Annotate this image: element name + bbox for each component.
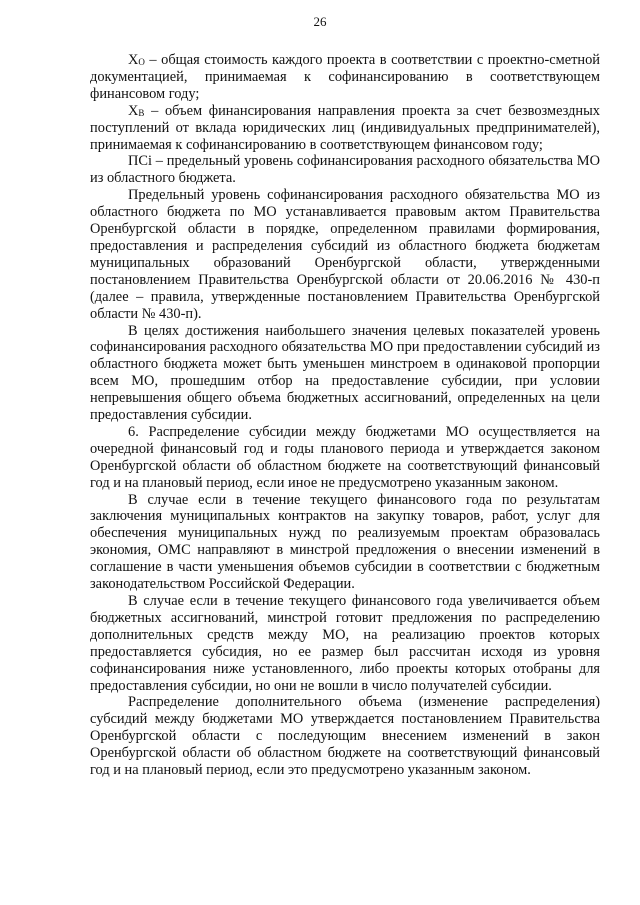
- symbol-x: X: [128, 102, 139, 119]
- paragraph-savings: В случае если в течение текущего финансового года по результатам заключения муниципальных контрактов на закупку товаров, работ, услуг для обеспечения муниципальных нужд по реализуемым проектам образовалась экономия, ОМС направляют в минстрой предложения о внесении изменений в соглашение в части уменьшения объемов субсидии в соответствии с бюджетным законодательством Российской Федерации.: [90, 491, 600, 593]
- symbol-subscript: B: [138, 107, 145, 118]
- paragraph-item-6: 6. Распределение субсидии между бюджетами МО осуществляется на очередной финансовый год и годы планового периода и утверждается законом Оренбургской области об областном бюджете на соответствующий финансовый год и на плановый период, если иное не предусмотрено указанным законом.: [90, 423, 600, 491]
- paragraph-target-indicators: В целях достижения наибольшего значения целевых показателей уровень софинансирования расходного обязательства МО при предоставлении субсидий из областного бюджета может быть уменьшен минстроем в одинаковой пропорции всем МО, прошедшим отбор на предоставление субсидии, при условии непревышения общего объема бюджетных ассигнований, определенных на цели предоставления субсидии.: [90, 322, 600, 424]
- paragraph-budget-increase: В случае если в течение текущего финансового года увеличивается объем бюджетных ассигнований, минстрой готовит предложения по распределению дополнительных средств между МО, на реализацию проектов которых предоставляется субсидия, но ее размер был рассчитан исходя из уровня софинансирования ниже установленного, либо проекты которых отобраны для предоставления субсидии, но они не вошли в число получателей субсидии.: [90, 593, 600, 694]
- paragraph-psi-definition: ПСi – предельный уровень софинансирования расходного обязательства МО из областного бюджета.: [90, 153, 600, 187]
- document-body: [90, 52, 600, 779]
- paragraph-additional-distribution: Распределение дополнительного объема (изменение распределения) субсидий между бюджетами МО утверждается постановлением Правительства Оренбургской области с последующим внесением изменений в закон Оренбургской области об областном бюджете на соответствующий финансовый год и на плановый период, если это предусмотрено указанным законом.: [90, 694, 600, 779]
- paragraph-xo-definition: [90, 52, 600, 103]
- paragraph-text: – общая стоимость каждого проекта в соответствии с проектно-сметной документацией, принимаемая к софинансированию в соответствующем финансовом году;: [90, 52, 600, 102]
- paragraph-text: – объем финансирования направления проекта за счет безвозмездных поступлений от вклада юридических лиц (индивидуальных предпринимателей), принимаемая к софинансированию в соответствующем финансовом году;: [90, 102, 600, 153]
- page-number: 26: [313, 14, 327, 29]
- symbol-subscript: O: [138, 57, 145, 67]
- symbol-x: X: [128, 52, 139, 68]
- paragraph-cofinancing-level: Предельный уровень софинансирования расходного обязательства МО из областного бюджета по МО устанавливается правовым актом Правительства Оренбургской области в порядке, определенном правилами формирования, предоставления и распределения субсидий из областного бюджета бюджетам муниципальных образований Оренбургской области, утвержденными постановлением Правительства Оренбургской области от 20.06.2016 № 430-п (далее – правила, утвержденные постановлением Правительства Оренбургской области № 430-п).: [90, 187, 600, 322]
- paragraph-xb-definition: [90, 103, 600, 154]
